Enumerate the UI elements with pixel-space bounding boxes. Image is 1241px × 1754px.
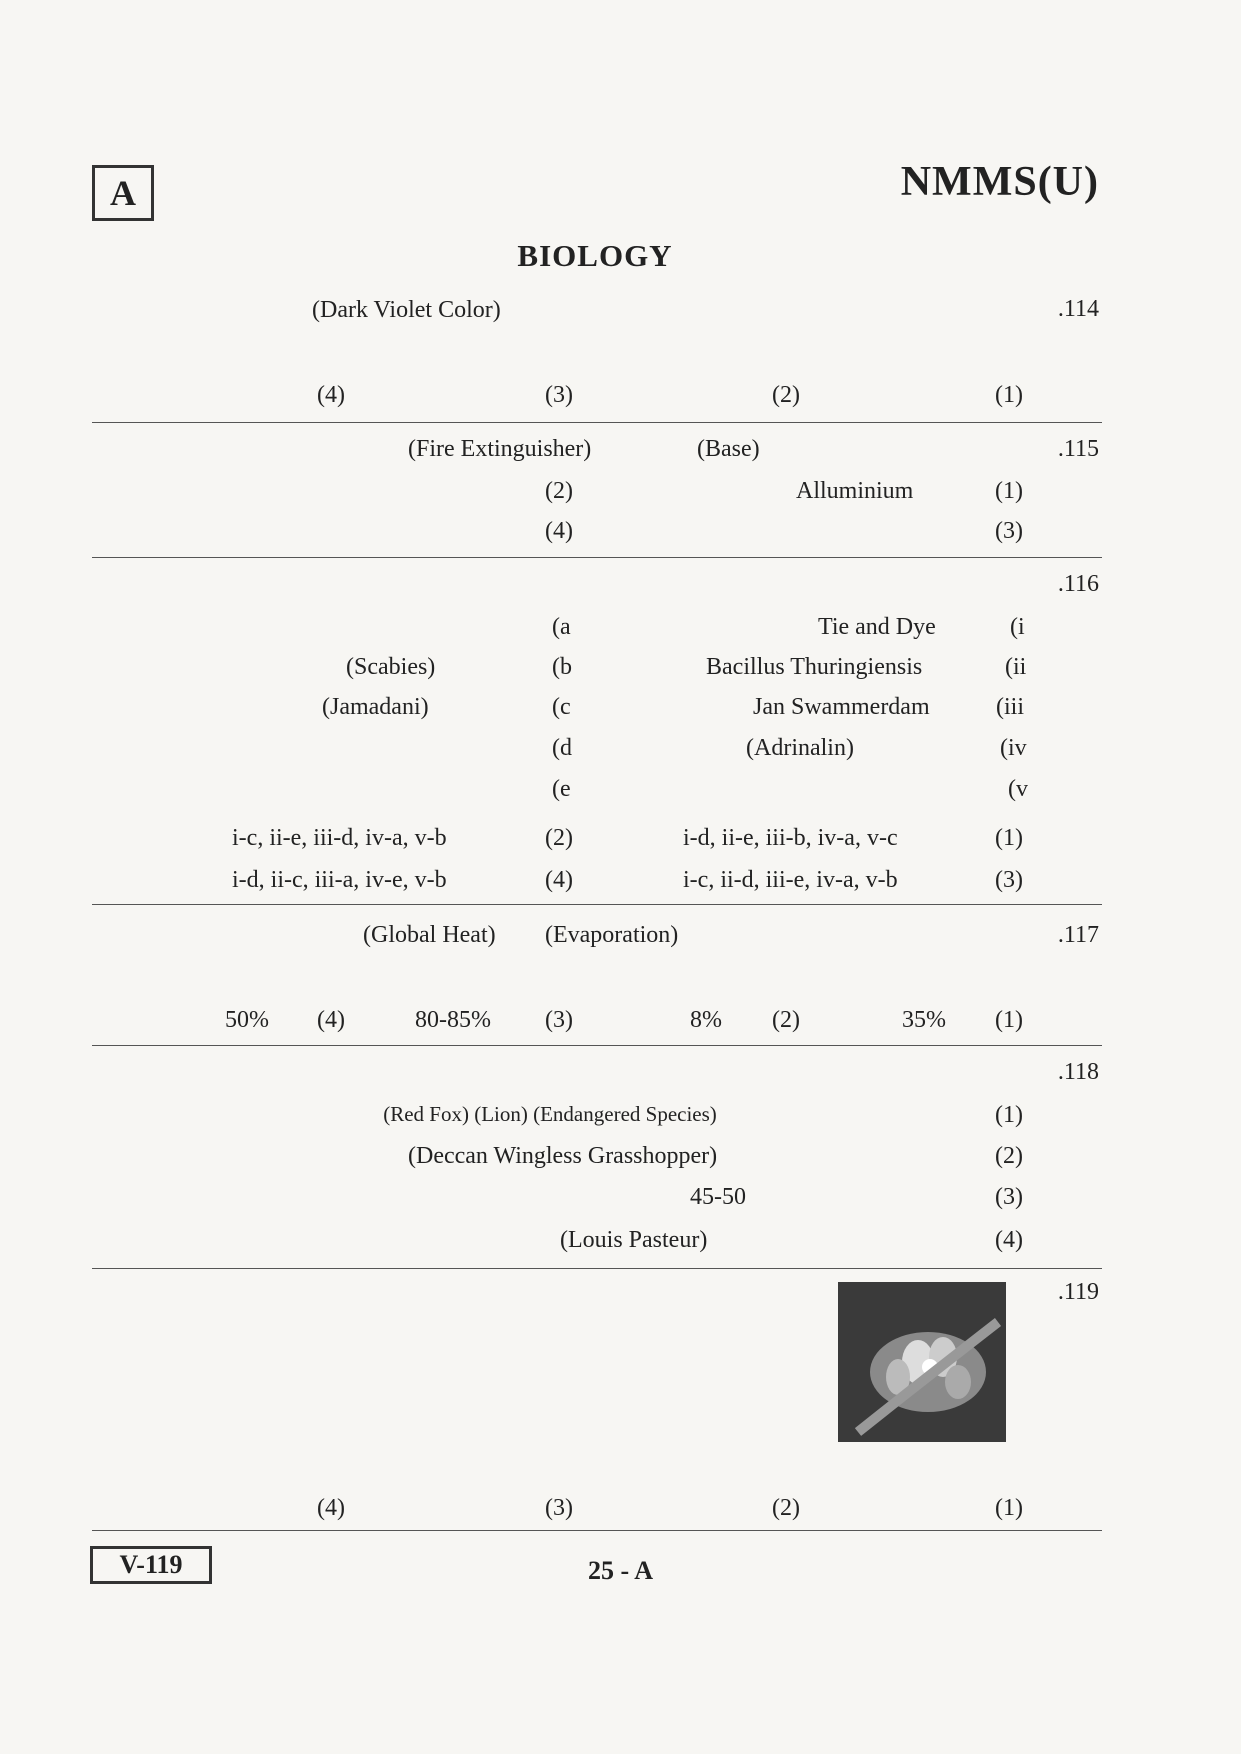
page-number: 25 - A <box>588 1556 653 1585</box>
q117-option-4-text: 50% <box>225 1007 269 1033</box>
question-number-117: .117 <box>1057 922 1099 948</box>
q116-right-d-number: (d <box>552 735 572 761</box>
q115-option-2-number: (2) <box>545 478 573 504</box>
q117-option-3-number: (3) <box>545 1007 573 1033</box>
separator-rule <box>92 557 1102 558</box>
q117-option-2-number: (2) <box>772 1007 800 1033</box>
q118-statement-1-terms: (Red Fox) (Lion) (Endangered Species) <box>383 1102 717 1126</box>
q119-option-1-number: (1) <box>995 1495 1023 1521</box>
q114-option-1-number: (1) <box>995 382 1023 408</box>
q116-answer-1-text: i-d, ii-e, iii-b, iv-a, v-c <box>683 825 898 851</box>
q117-english-term-2: (Global Heat) <box>363 922 496 948</box>
q116-answer-2-text: i-c, ii-e, iii-d, iv-a, v-b <box>232 825 447 851</box>
separator-rule <box>92 1268 1102 1269</box>
q114-option-3-number: (3) <box>545 382 573 408</box>
q116-answer-1-number: (1) <box>995 825 1023 851</box>
q117-option-1-number: (1) <box>995 1007 1023 1033</box>
q115-option-4-number: (4) <box>545 518 573 544</box>
q116-answer-3-text: i-c, ii-d, iii-e, iv-a, v-b <box>683 867 898 893</box>
fungus-micrograph-image <box>838 1282 1006 1442</box>
q116-left-1-text: Tie and Dye <box>818 614 936 640</box>
q116-left-2-number: (ii <box>1005 654 1027 680</box>
q118-statement-3-number: (3) <box>995 1184 1023 1210</box>
q116-answer-3-number: (3) <box>995 867 1023 893</box>
q117-option-4-number: (4) <box>317 1007 345 1033</box>
booklet-set-box <box>92 165 154 221</box>
q114-option-2-number: (2) <box>772 382 800 408</box>
page-code: V-119 <box>119 1550 183 1579</box>
question-number-116: .116 <box>1057 571 1099 597</box>
q116-answer-4-text: i-d, ii-c, iii-a, iv-e, v-b <box>232 867 447 893</box>
q116-left-1-number: (i <box>1010 614 1025 640</box>
q116-left-2-text: Bacillus Thuringiensis <box>706 654 923 680</box>
q117-english-term-1: (Evaporation) <box>545 922 679 948</box>
separator-rule <box>92 1045 1102 1046</box>
q119-option-4-number: (4) <box>317 1495 345 1521</box>
q118-statement-4-number: (4) <box>995 1227 1023 1253</box>
q115-english-term-1: (Fire Extinguisher) <box>408 436 592 462</box>
q115-option-3-number: (3) <box>995 518 1023 544</box>
q114-english-term: (Dark Violet Color) <box>312 297 501 323</box>
separator-rule <box>92 422 1102 423</box>
question-number-114: .114 <box>1057 296 1099 322</box>
q118-statement-3-terms: 45-50 <box>690 1184 746 1210</box>
q119-option-3-number: (3) <box>545 1495 573 1521</box>
microorganism-photo <box>838 1282 1006 1442</box>
q116-right-a-number: (a <box>552 614 571 640</box>
q116-right-e-number: (e <box>552 776 571 802</box>
q119-option-2-number: (2) <box>772 1495 800 1521</box>
q116-left-4-number: (iv <box>1000 735 1027 761</box>
q116-left-5-number: (v <box>1008 776 1028 802</box>
q114-option-4-number: (4) <box>317 382 345 408</box>
q117-option-1-text: 35% <box>902 1007 946 1033</box>
q117-option-2-text: 8% <box>690 1007 722 1033</box>
q116-answer-2-number: (2) <box>545 825 573 851</box>
q116-answer-4-number: (4) <box>545 867 573 893</box>
question-number-119: .119 <box>1057 1279 1099 1305</box>
q115-option-1-number: (1) <box>995 478 1023 504</box>
q116-right-b-number: (b <box>552 654 572 680</box>
q118-statement-4-terms: (Louis Pasteur) <box>560 1227 708 1253</box>
q116-right-c-number: (c <box>552 694 571 720</box>
q116-left-3-number: (iii <box>996 694 1024 720</box>
separator-rule <box>92 904 1102 905</box>
question-number-115: .115 <box>1057 436 1099 462</box>
q117-option-3-text: 80-85% <box>415 1007 491 1033</box>
q116-right-b-text: (Scabies) <box>346 654 436 680</box>
q115-english-term-2: (Base) <box>697 436 760 462</box>
exam-code: NMMS(U) <box>900 159 1099 205</box>
separator-rule <box>92 1530 1102 1531</box>
question-number-118: .118 <box>1057 1059 1099 1085</box>
q116-left-3-text: Jan Swammerdam <box>753 694 930 720</box>
booklet-set-letter: A <box>110 173 136 213</box>
section-title: BIOLOGY <box>517 238 673 273</box>
q118-statement-2-terms: (Deccan Wingless Grasshopper) <box>408 1143 718 1169</box>
q118-statement-2-number: (2) <box>995 1143 1023 1169</box>
q115-option-1-term: Alluminium <box>796 478 914 504</box>
q116-left-4-text: (Adrinalin) <box>746 735 854 761</box>
q116-right-c-text: (Jamadani) <box>322 694 429 720</box>
q118-statement-1-number: (1) <box>995 1102 1023 1128</box>
